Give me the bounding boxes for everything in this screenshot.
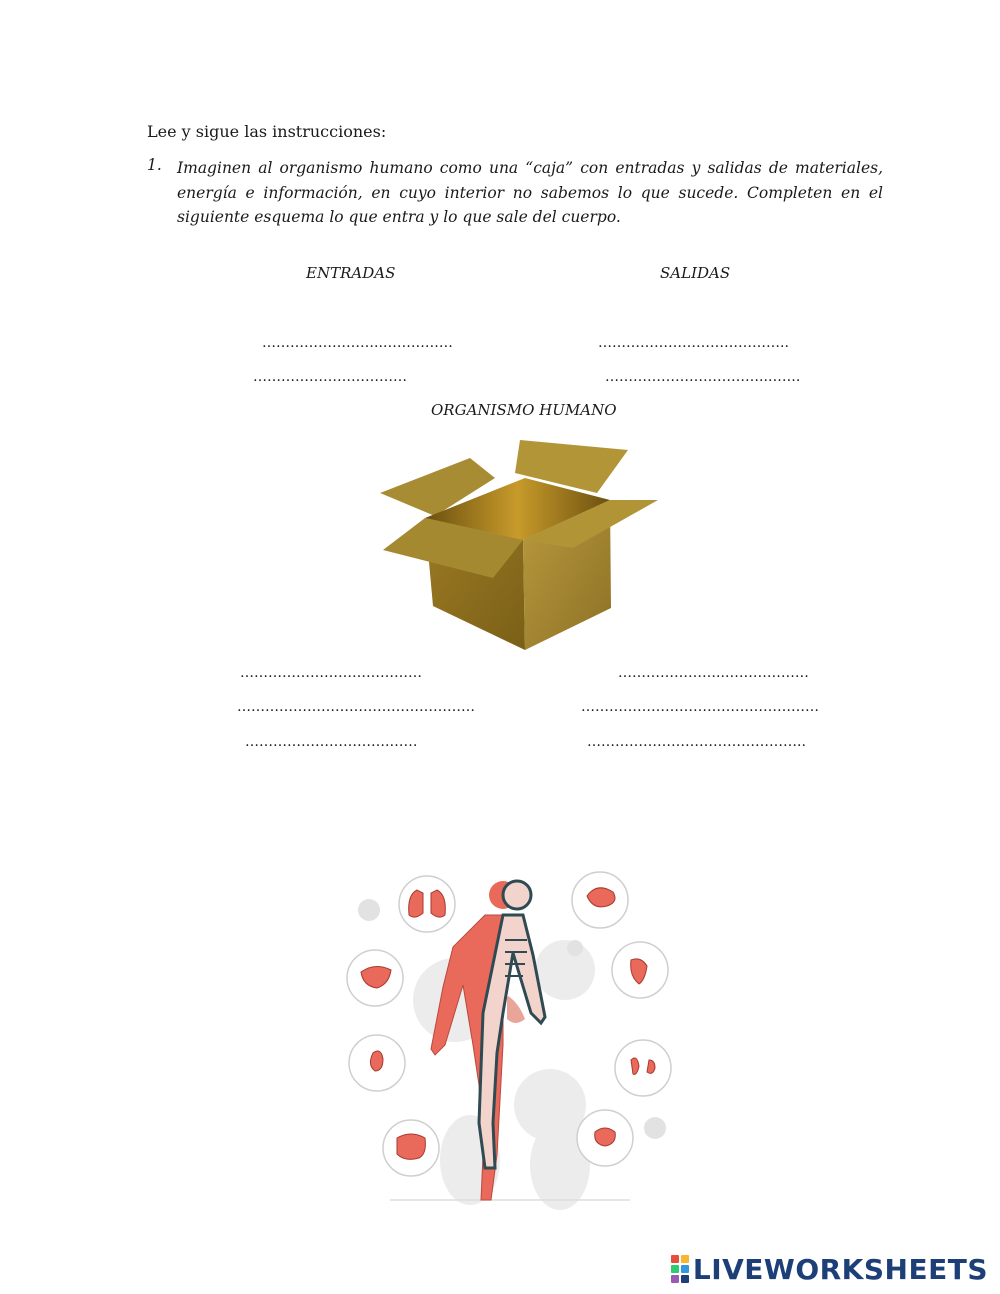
blank-bottom-left-1[interactable]: ………………………………… [240,665,422,681]
center-label: ORGANISMO HUMANO [431,401,617,419]
liveworksheets-logo [671,1252,988,1286]
blank-bottom-right-2[interactable]: …………………………………………… [581,699,819,715]
logo-blocks-icon [671,1255,689,1283]
item-number: 1. [147,156,162,174]
blank-top-left-2[interactable]: …………………………… [253,369,407,385]
item-text: Imaginen al organismo humano como una “caja” con entradas y salidas de materiales, energía e información, en cuyo interior no sabemos lo que sucede. Completen en el siguiente esquema lo que entra y lo que sale del cuerpo. [177,159,883,226]
outputs-label: SALIDAS [660,264,731,282]
logo-text: LIVEWORKSHEETS [692,1252,988,1286]
anatomy-image [335,860,685,1220]
blank-bottom-right-1[interactable]: …………………..……………… [618,665,809,681]
box-image [375,438,665,653]
blank-top-right-1[interactable]: ………………………………….. [598,335,789,351]
instructions-heading: Lee y sigue las instrucciones: [147,122,387,141]
inputs-label: ENTRADAS [306,264,396,282]
blank-bottom-right-3[interactable]: ……………………………………….. [587,734,806,750]
blank-bottom-left-2[interactable]: …………………………………………… [237,699,475,715]
blank-top-right-2[interactable]: ……………………………..……. [605,369,801,385]
blank-bottom-left-3[interactable]: ………………………….…… [245,734,418,750]
blank-top-left-1[interactable]: ……………………..…………… [262,335,453,351]
